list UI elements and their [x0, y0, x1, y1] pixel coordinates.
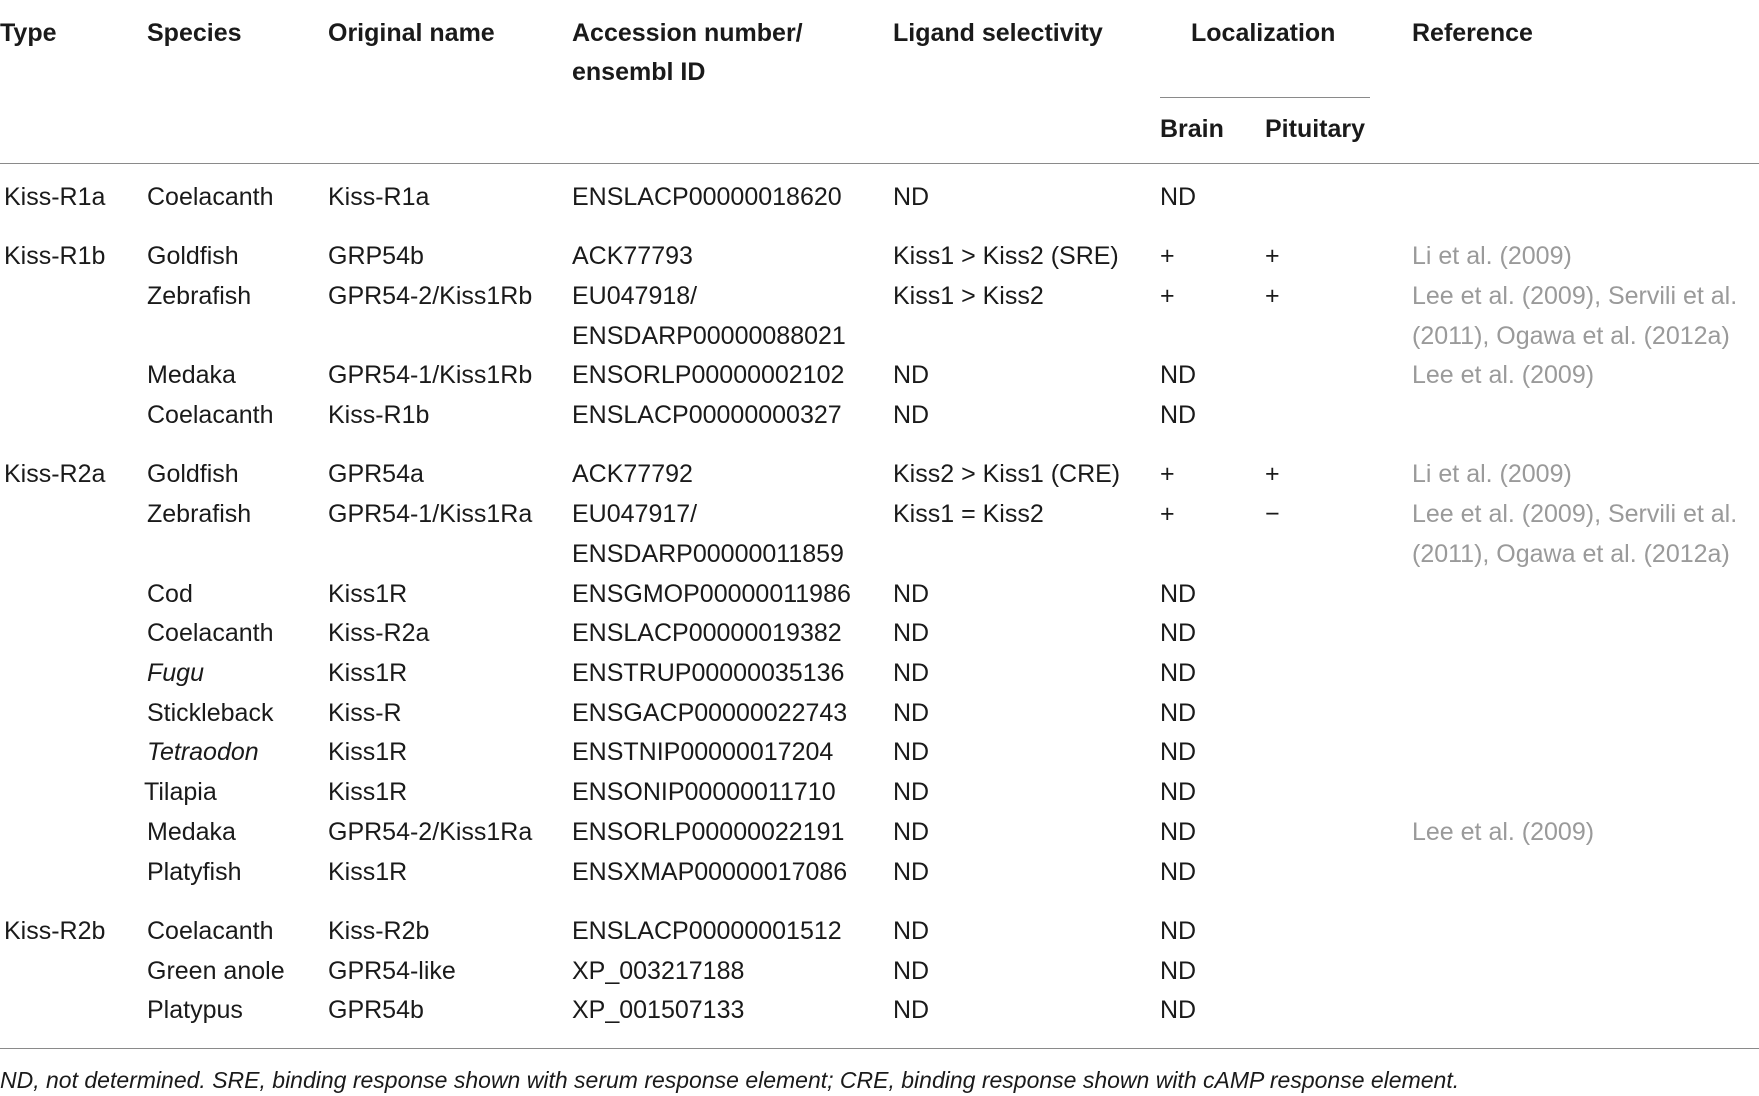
cell-ligand-selectivity: ND — [893, 778, 930, 806]
cell-original-name: Kiss-R1a — [328, 183, 430, 211]
cell-accession: ENSONIP00000011710 — [572, 778, 836, 806]
cell-accession: ENSTNIP00000017204 — [572, 738, 834, 766]
cell-reference: Li et al. (2009) — [1412, 242, 1572, 270]
cell-species: Stickleback — [147, 699, 274, 727]
header-accession-line1: Accession number/ — [572, 19, 803, 47]
cell-type: Kiss-R1a — [4, 183, 106, 211]
cell-accession: ENSTRUP00000035136 — [572, 659, 845, 687]
cell-accession: ENSXMAP00000017086 — [572, 858, 848, 886]
cell-brain: ND — [1160, 996, 1197, 1024]
header-accession-line2: ensembl ID — [572, 58, 706, 86]
cell-pituitary: + — [1265, 242, 1280, 270]
header-type: Type — [0, 19, 57, 47]
cell-ligand-selectivity: ND — [893, 738, 930, 766]
cell-accession: XP_003217188 — [572, 957, 745, 985]
cell-ligand-selectivity: ND — [893, 183, 930, 211]
cell-species: Green anole — [147, 957, 285, 985]
cell-species: Platyfish — [147, 858, 242, 886]
cell-brain: ND — [1160, 818, 1197, 846]
cell-brain: + — [1160, 282, 1175, 310]
cell-accession: ENSGMOP00000011986 — [572, 580, 851, 608]
footnote: ND, not determined. SRE, binding response shown with serum response element; CRE, binding response shown with cAMP response element. — [0, 1067, 1460, 1093]
cell-type: Kiss-R1b — [4, 242, 106, 270]
cell-ligand-selectivity: ND — [893, 917, 930, 945]
cell-type: Kiss-R2b — [4, 917, 106, 945]
cell-reference: Lee et al. (2009), Servili et al. — [1412, 282, 1738, 310]
cell-reference-line2: (2011), Ogawa et al. (2012a) — [1412, 540, 1730, 568]
cell-original-name: Kiss-R2b — [328, 917, 430, 945]
header-ligand-selectivity: Ligand selectivity — [893, 19, 1103, 47]
header-original-name: Original name — [328, 19, 495, 47]
cell-brain: ND — [1160, 957, 1197, 985]
cell-accession: ACK77793 — [572, 242, 693, 270]
cell-accession: ACK77792 — [572, 460, 693, 488]
cell-ligand-selectivity: ND — [893, 858, 930, 886]
cell-type: Kiss-R2a — [4, 460, 106, 488]
cell-brain: ND — [1160, 659, 1197, 687]
cell-species: Cod — [147, 580, 193, 608]
cell-pituitary: + — [1265, 460, 1280, 488]
cell-species: Tilapia — [144, 778, 217, 806]
cell-accession: ENSORLP00000002102 — [572, 361, 845, 389]
header-pituitary: Pituitary — [1265, 115, 1366, 143]
cell-species: Zebrafish — [147, 282, 252, 310]
cell-species: Coelacanth — [147, 401, 274, 429]
cell-reference: Lee et al. (2009) — [1412, 361, 1595, 389]
cell-species: Coelacanth — [147, 917, 274, 945]
cell-original-name: Kiss1R — [328, 580, 408, 608]
cell-original-name: Kiss1R — [328, 738, 408, 766]
cell-brain: + — [1160, 460, 1175, 488]
header-species: Species — [147, 19, 242, 47]
cell-accession: EU047917/ — [572, 500, 698, 528]
header-reference: Reference — [1412, 19, 1533, 47]
cell-species: Platypus — [147, 996, 243, 1024]
cell-accession-line2: ENSDARP00000088021 — [572, 322, 846, 350]
cell-original-name: GPR54a — [328, 460, 424, 488]
cell-species: Medaka — [147, 818, 236, 846]
cell-accession: EU047918/ — [572, 282, 698, 310]
cell-ligand-selectivity: ND — [893, 659, 930, 687]
cell-ligand-selectivity: Kiss1 = Kiss2 — [893, 500, 1044, 528]
cell-species: Goldfish — [147, 460, 239, 488]
cell-species: Zebrafish — [147, 500, 252, 528]
cell-original-name: GPR54-2/Kiss1Ra — [328, 818, 533, 846]
cell-original-name: GPR54-1/Kiss1Rb — [328, 361, 533, 389]
cell-reference-line2: (2011), Ogawa et al. (2012a) — [1412, 322, 1730, 350]
cell-species: Coelacanth — [147, 183, 274, 211]
cell-original-name: Kiss1R — [328, 858, 408, 886]
cell-original-name: Kiss-R2a — [328, 619, 430, 647]
cell-original-name: GRP54b — [328, 242, 424, 270]
cell-species: Coelacanth — [147, 619, 274, 647]
cell-accession-line2: ENSDARP00000011859 — [572, 540, 844, 568]
cell-original-name: Kiss-R1b — [328, 401, 430, 429]
cell-ligand-selectivity: ND — [893, 619, 930, 647]
cell-species: Goldfish — [147, 242, 239, 270]
cell-accession: ENSLACP00000001512 — [572, 917, 842, 945]
cell-ligand-selectivity: Kiss1 > Kiss2 (SRE) — [893, 242, 1119, 270]
cell-brain: ND — [1160, 778, 1197, 806]
cell-original-name: GPR54-like — [328, 957, 456, 985]
cell-brain: ND — [1160, 619, 1197, 647]
cell-ligand-selectivity: ND — [893, 996, 930, 1024]
cell-original-name: Kiss-R — [328, 699, 402, 727]
cell-accession: ENSLACP00000000327 — [572, 401, 842, 429]
cell-original-name: GPR54-2/Kiss1Rb — [328, 282, 533, 310]
cell-brain: ND — [1160, 858, 1197, 886]
cell-ligand-selectivity: ND — [893, 361, 930, 389]
cell-species: Medaka — [147, 361, 236, 389]
cell-original-name: GPR54-1/Kiss1Ra — [328, 500, 533, 528]
header-brain: Brain — [1160, 115, 1224, 143]
cell-ligand-selectivity: ND — [893, 401, 930, 429]
cell-original-name: Kiss1R — [328, 659, 408, 687]
cell-brain: ND — [1160, 917, 1197, 945]
cell-pituitary: + — [1265, 282, 1280, 310]
cell-species: Fugu — [147, 659, 204, 687]
bottom-rule — [0, 1048, 1759, 1049]
cell-brain: + — [1160, 500, 1175, 528]
cell-species: Tetraodon — [147, 738, 259, 766]
cell-accession: ENSLACP00000019382 — [572, 619, 842, 647]
cell-original-name: GPR54b — [328, 996, 424, 1024]
cell-brain: ND — [1160, 699, 1197, 727]
cell-accession: ENSGACP00000022743 — [572, 699, 848, 727]
cell-brain: ND — [1160, 183, 1197, 211]
cell-accession: ENSLACP00000018620 — [572, 183, 842, 211]
header-localization: Localization — [1191, 19, 1336, 47]
cell-ligand-selectivity: Kiss2 > Kiss1 (CRE) — [893, 460, 1121, 488]
cell-brain: ND — [1160, 361, 1197, 389]
cell-brain: ND — [1160, 401, 1197, 429]
cell-accession: XP_001507133 — [572, 996, 745, 1024]
cell-brain: ND — [1160, 738, 1197, 766]
cell-ligand-selectivity: ND — [893, 818, 930, 846]
localization-rule — [1160, 97, 1370, 98]
cell-original-name: Kiss1R — [328, 778, 408, 806]
cell-brain: ND — [1160, 580, 1197, 608]
cell-ligand-selectivity: Kiss1 > Kiss2 — [893, 282, 1044, 310]
cell-brain: + — [1160, 242, 1175, 270]
cell-reference: Lee et al. (2009) — [1412, 818, 1595, 846]
cell-ligand-selectivity: ND — [893, 699, 930, 727]
cell-reference: Li et al. (2009) — [1412, 460, 1572, 488]
cell-accession: ENSORLP00000022191 — [572, 818, 845, 846]
cell-ligand-selectivity: ND — [893, 957, 930, 985]
header-rule — [0, 163, 1759, 164]
cell-ligand-selectivity: ND — [893, 580, 930, 608]
cell-pituitary: − — [1265, 500, 1280, 528]
cell-reference: Lee et al. (2009), Servili et al. — [1412, 500, 1738, 528]
